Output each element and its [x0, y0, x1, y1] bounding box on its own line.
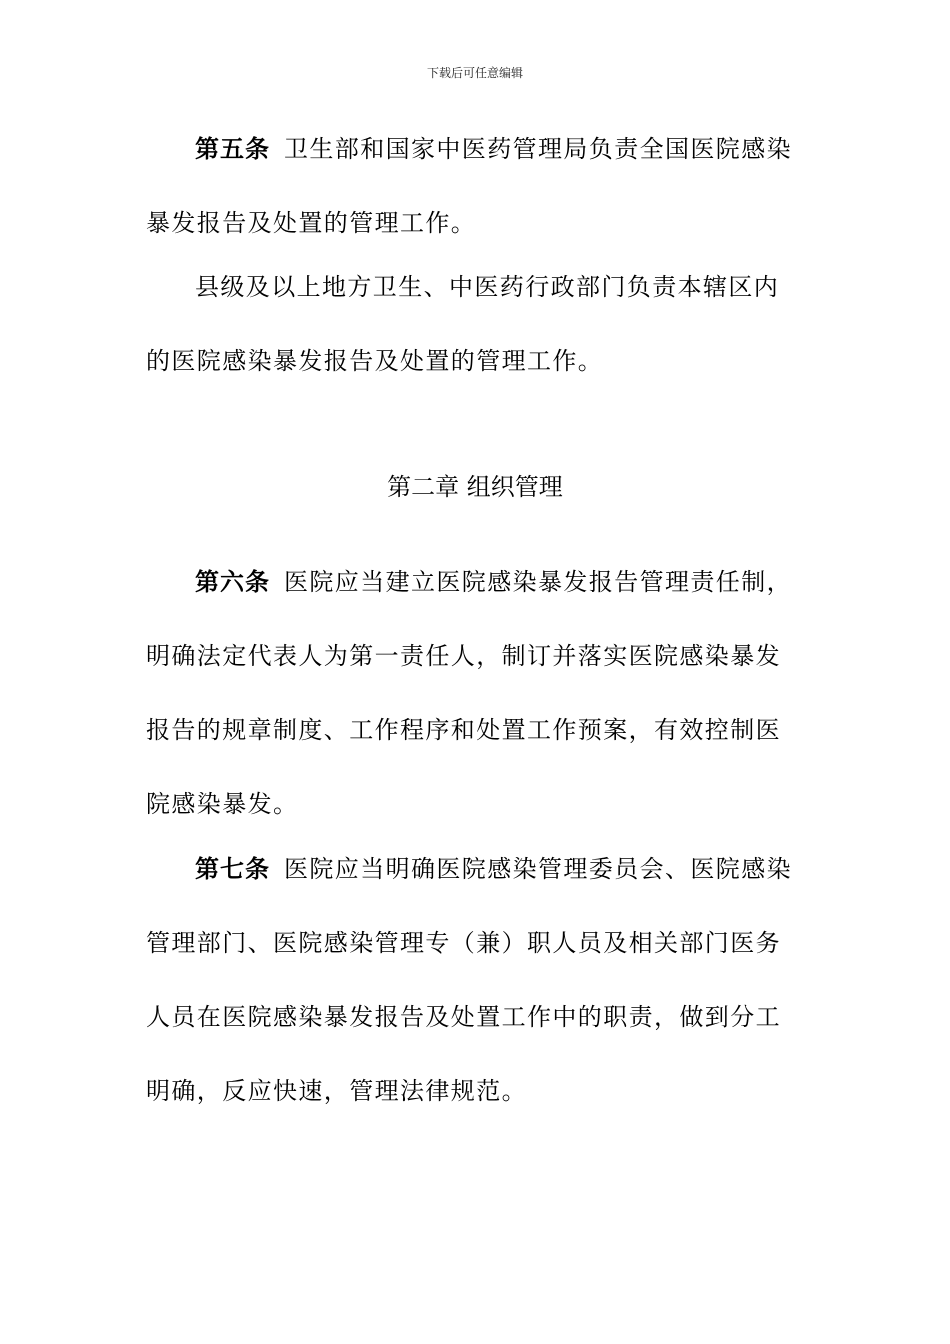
page-header: 下载后可任意编辑	[426, 66, 523, 80]
article-6-text-3: 报告的规章制度、工作程序和处置工作预案，有效控制医	[146, 716, 781, 744]
article-7-text-3: 人员在医院感染暴发报告及处置工作中的职责，做到分工	[146, 1003, 781, 1031]
article-5-label: 第五条	[195, 135, 270, 163]
article-5-text-4: 的医院感染暴发报告及处置的管理工作。	[146, 347, 604, 375]
article-5-first-line	[195, 134, 792, 164]
article-6-text-2: 明确法定代表人为第一责任人，制订并落实医院感染暴发	[146, 642, 781, 670]
chapter-title: 第二章 组织管理	[387, 473, 563, 501]
article-5-text-3: 县级及以上地方卫生、中医药行政部门负责本辖区内	[195, 273, 780, 301]
article-7-text-4: 明确，反应快速，管理法律规范。	[146, 1077, 527, 1105]
article-5-text-1: 卫生部和国家中医药管理局负责全国医院感染	[284, 135, 792, 163]
article-7-text-2: 管理部门、医院感染管理专（兼）职人员及相关部门医务	[146, 929, 781, 957]
article-7-first-line	[195, 854, 792, 884]
article-6-text-4: 院感染暴发。	[146, 790, 299, 818]
article-7-text-1: 医院应当明确医院感染管理委员会、医院感染	[284, 855, 792, 883]
article-6-first-line	[195, 567, 792, 597]
article-6-text-1: 医院应当建立医院感染暴发报告管理责任制，	[284, 568, 792, 596]
article-5-text-2: 暴发报告及处置的管理工作。	[146, 209, 477, 237]
article-6-label: 第六条	[195, 568, 270, 596]
article-7-label: 第七条	[195, 855, 270, 883]
